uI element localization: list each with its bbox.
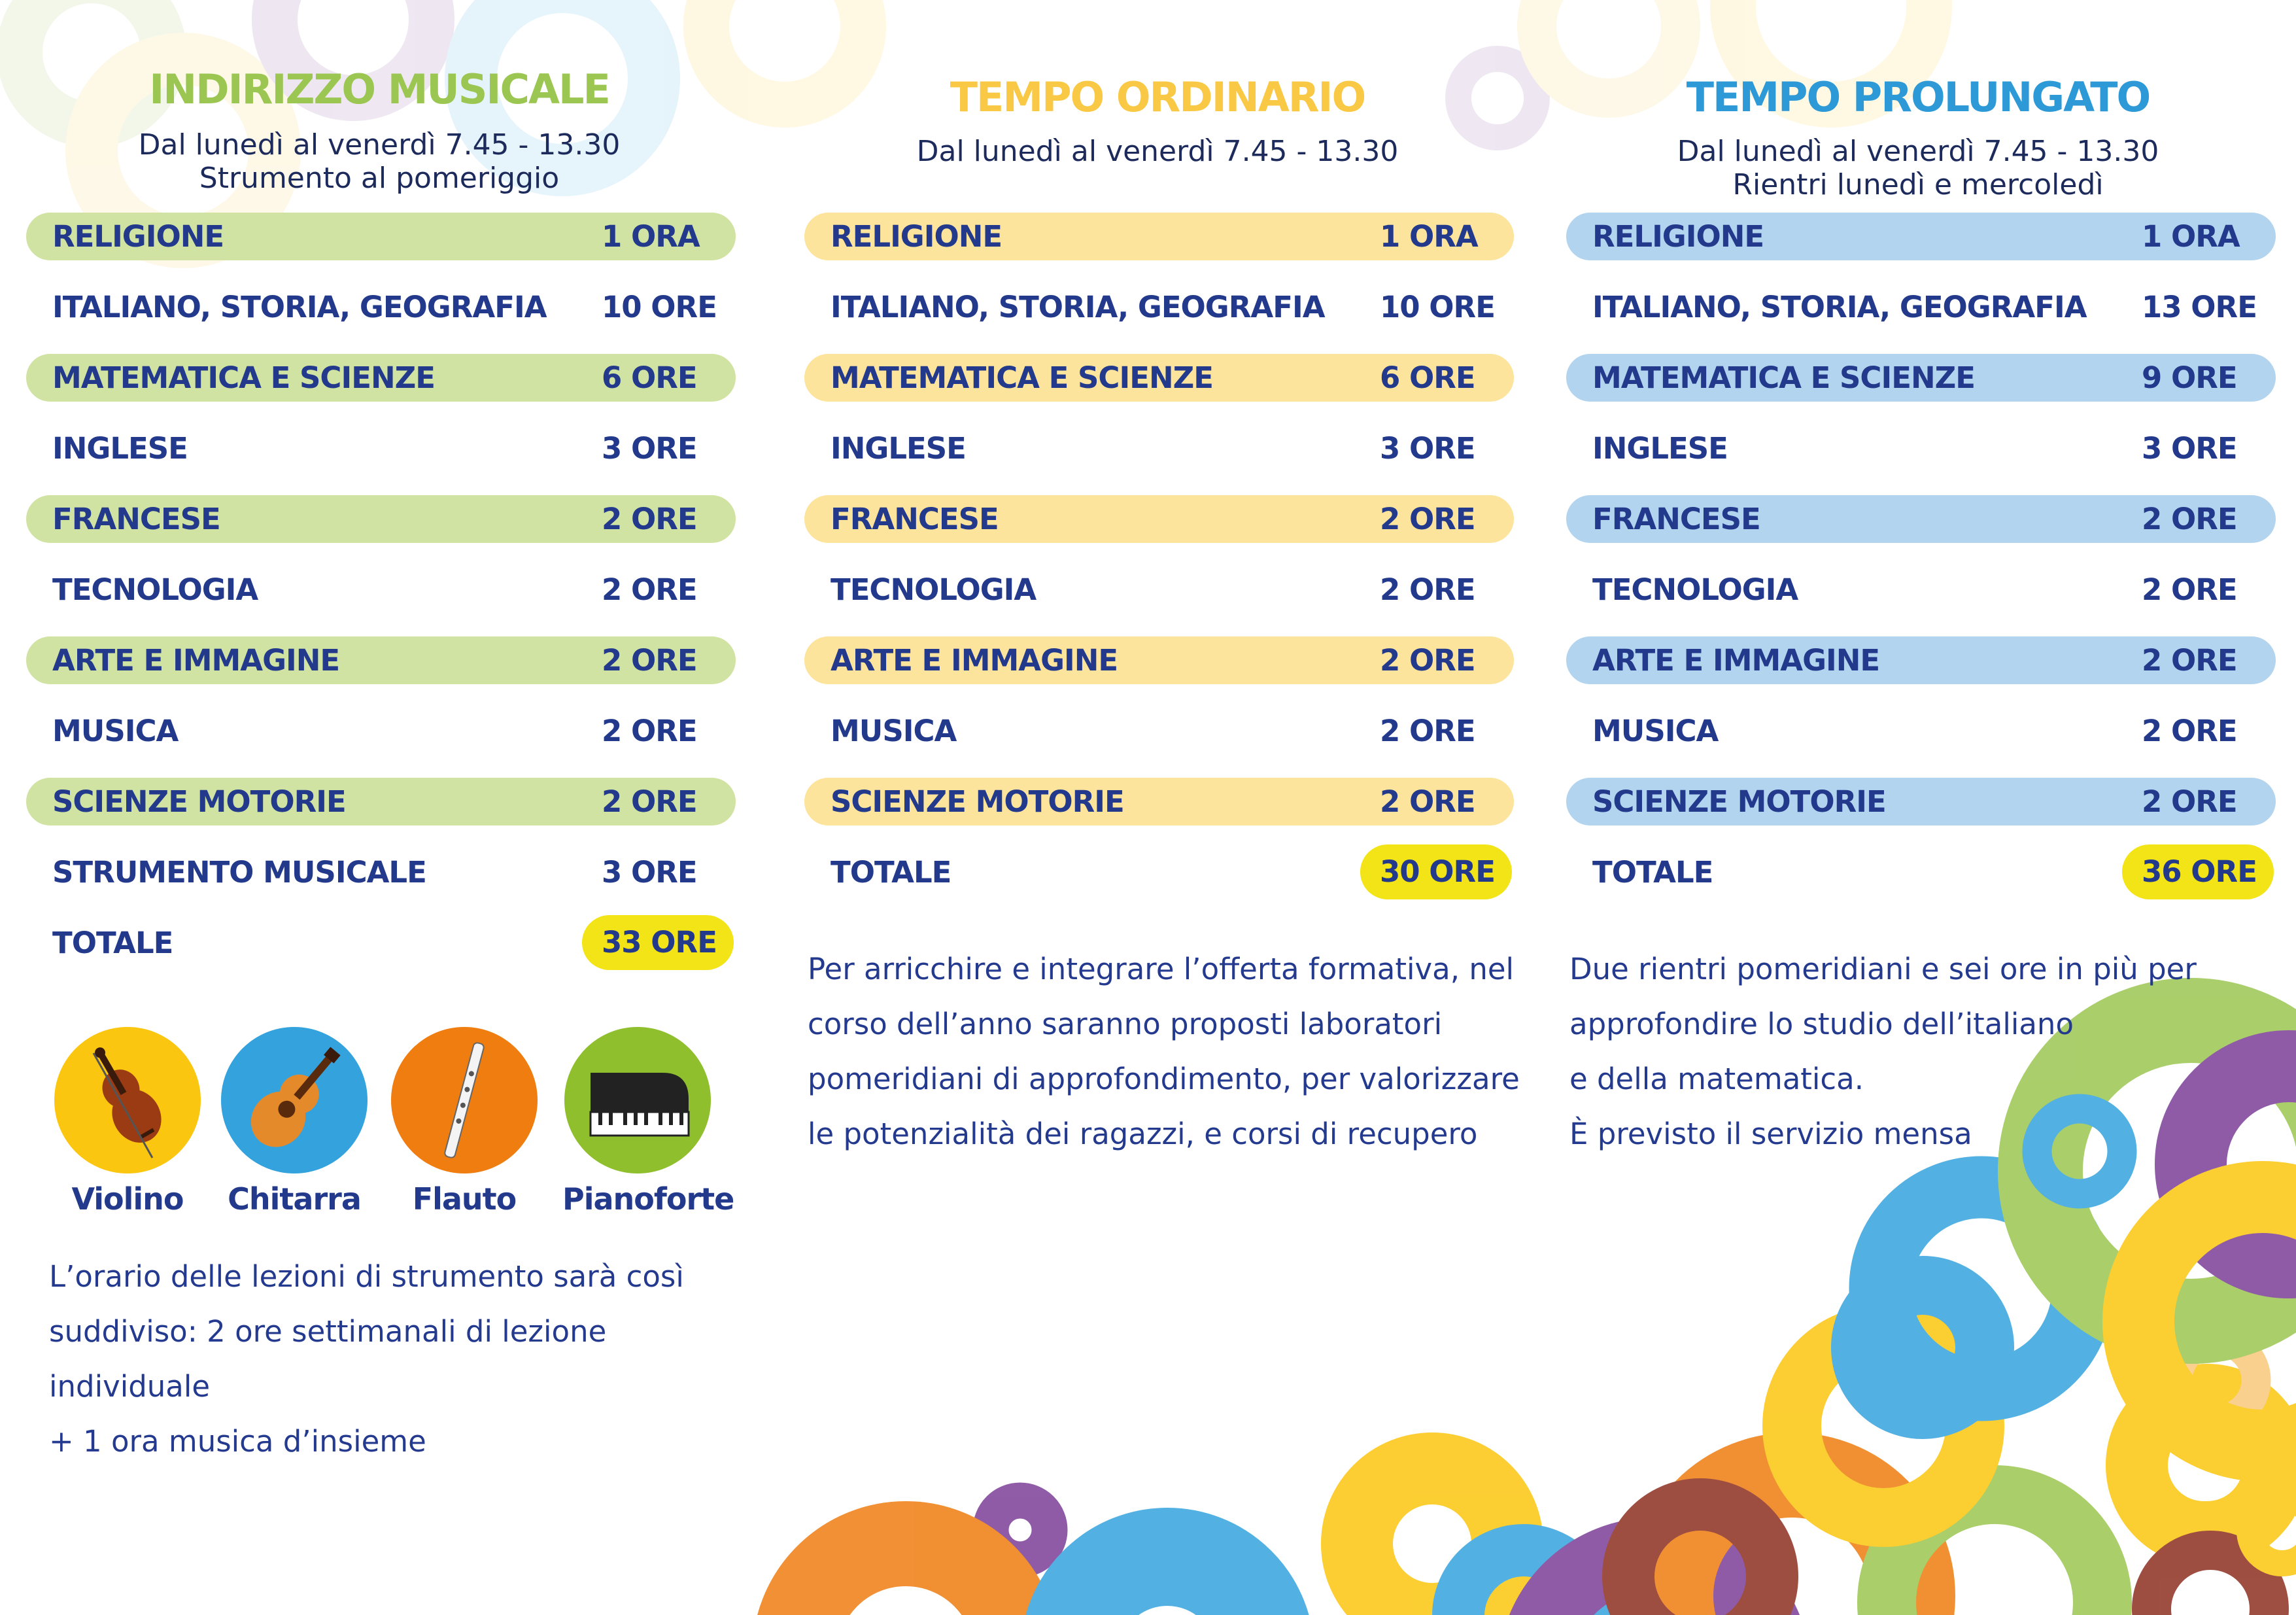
table-row bbox=[804, 778, 1514, 825]
subject-name: FRANCESE bbox=[831, 502, 999, 536]
table-row bbox=[804, 707, 1514, 755]
subject-hours: 2 ORE bbox=[2142, 714, 2237, 748]
subject-name: ITALIANO, STORIA, GEOGRAFIA bbox=[1592, 290, 2087, 324]
column-schedule bbox=[1540, 135, 2296, 201]
instrument-label: Violino bbox=[71, 1181, 184, 1217]
guitar-icon bbox=[221, 1027, 368, 1173]
table-row bbox=[804, 495, 1514, 543]
subject-hours: 2 ORE bbox=[1380, 643, 1475, 678]
instrument-flauto bbox=[389, 1027, 540, 1217]
subject-hours: 2 ORE bbox=[2142, 572, 2237, 607]
subject-hours: 2 ORE bbox=[2142, 502, 2237, 536]
subject-name: ARTE E IMMAGINE bbox=[52, 643, 340, 678]
piano-icon bbox=[564, 1027, 711, 1173]
subject-name: MUSICA bbox=[831, 714, 957, 748]
note-line: Due rientri pomeridiani e sei ore in più per bbox=[1569, 952, 2197, 986]
subject-name: MATEMATICA E SCIENZE bbox=[831, 360, 1213, 395]
subject-hours: 1 ORA bbox=[1380, 219, 1478, 254]
subject-name: TECNOLOGIA bbox=[1592, 572, 1798, 607]
note-line: e della matematica. bbox=[1569, 1062, 1864, 1096]
instrument-label: Chitarra bbox=[228, 1181, 361, 1217]
subject-name: RELIGIONE bbox=[52, 219, 224, 254]
total-hours: 36 ORE bbox=[2142, 854, 2257, 889]
prolungato-description bbox=[1569, 942, 2197, 1162]
subject-name: INGLESE bbox=[1592, 431, 1728, 466]
subject-name: FRANCESE bbox=[52, 502, 220, 536]
subject-hours: 2 ORE bbox=[602, 572, 697, 607]
subject-hours: 3 ORE bbox=[1380, 431, 1475, 466]
subject-name: INGLESE bbox=[52, 431, 188, 466]
column-title: TEMPO PROLUNGATO bbox=[1686, 73, 2150, 121]
note-line: approfondire lo studio dell’italiano bbox=[1569, 1007, 2074, 1041]
violin-icon bbox=[54, 1027, 201, 1173]
subject-hours: 3 ORE bbox=[2142, 431, 2237, 466]
note-line: È previsto il servizio mensa bbox=[1569, 1117, 1972, 1151]
subject-hours: 1 ORA bbox=[2142, 219, 2240, 254]
schedule-line: Strumento al pomeriggio bbox=[199, 162, 560, 195]
subject-name: TECNOLOGIA bbox=[831, 572, 1037, 607]
subject-hours: 2 ORE bbox=[602, 502, 697, 536]
table-row bbox=[26, 354, 736, 402]
column-schedule bbox=[0, 128, 759, 195]
total-hours: 30 ORE bbox=[1380, 854, 1495, 889]
subject-hours: 2 ORE bbox=[1380, 784, 1475, 819]
table-row bbox=[26, 283, 736, 331]
total-row bbox=[804, 848, 1514, 896]
table-row bbox=[1566, 636, 2276, 684]
subject-name: MUSICA bbox=[1592, 714, 1719, 748]
subject-hours: 2 ORE bbox=[602, 643, 697, 678]
subject-hours: 1 ORA bbox=[602, 219, 700, 254]
subject-name: MATEMATICA E SCIENZE bbox=[52, 360, 435, 395]
table-row bbox=[26, 636, 736, 684]
table-row bbox=[1566, 213, 2276, 260]
table-row bbox=[26, 566, 736, 614]
subject-hours: 10 ORE bbox=[602, 290, 717, 324]
column-title: INDIRIZZO MUSICALE bbox=[149, 65, 609, 113]
table-row bbox=[804, 283, 1514, 331]
schedule-line: Dal lunedì al venerdì 7.45 - 13.30 bbox=[1677, 135, 2159, 168]
note-line: le potenzialità dei ragazzi, e corsi di recupero bbox=[808, 1117, 1478, 1151]
subject-name: SCIENZE MOTORIE bbox=[1592, 784, 1886, 819]
subject-name: ITALIANO, STORIA, GEOGRAFIA bbox=[52, 290, 547, 324]
note-line: pomeridiani di approfondimento, per valorizzare bbox=[808, 1062, 1520, 1096]
subject-name: SCIENZE MOTORIE bbox=[52, 784, 346, 819]
note-line: Per arricchire e integrare l’offerta formativa, nel bbox=[808, 952, 1515, 986]
subject-name: SCIENZE MOTORIE bbox=[831, 784, 1124, 819]
schedule-line: Dal lunedì al venerdì 7.45 - 13.30 bbox=[916, 135, 1399, 168]
instrument-schedule-note bbox=[49, 1249, 759, 1469]
total-badge bbox=[2122, 844, 2274, 899]
total-label: TOTALE bbox=[52, 926, 173, 960]
note-line: corso dell’anno saranno proposti laboratori bbox=[808, 1007, 1443, 1041]
flute-icon bbox=[391, 1027, 538, 1173]
subject-name: TECNOLOGIA bbox=[52, 572, 258, 607]
instrument-label: Pianoforte bbox=[562, 1181, 734, 1217]
instrument-pianoforte bbox=[562, 1027, 734, 1217]
subject-name: INGLESE bbox=[831, 431, 966, 466]
schedule-line: Dal lunedì al venerdì 7.45 - 13.30 bbox=[138, 128, 621, 162]
column-schedule bbox=[778, 135, 1537, 168]
column-title: TEMPO ORDINARIO bbox=[950, 73, 1365, 121]
subject-hours: 6 ORE bbox=[1380, 360, 1475, 395]
subject-name: ARTE E IMMAGINE bbox=[831, 643, 1118, 678]
table-row bbox=[1566, 707, 2276, 755]
instrument-chitarra bbox=[219, 1027, 369, 1217]
table-row bbox=[1566, 566, 2276, 614]
subject-hours: 2 ORE bbox=[602, 714, 697, 748]
table-row bbox=[26, 425, 736, 472]
total-label: TOTALE bbox=[831, 855, 951, 890]
table-row bbox=[26, 778, 736, 825]
subject-name: MATEMATICA E SCIENZE bbox=[1592, 360, 1975, 395]
table-row bbox=[804, 213, 1514, 260]
subject-hours: 2 ORE bbox=[1380, 714, 1475, 748]
table-row bbox=[804, 566, 1514, 614]
table-row bbox=[1566, 495, 2276, 543]
total-badge bbox=[582, 915, 734, 970]
subject-hours: 3 ORE bbox=[602, 855, 697, 890]
table-row bbox=[26, 213, 736, 260]
subject-hours: 2 ORE bbox=[2142, 784, 2237, 819]
table-row bbox=[1566, 354, 2276, 402]
subject-hours: 9 ORE bbox=[2142, 360, 2237, 395]
table-row bbox=[26, 848, 736, 896]
total-badge bbox=[1360, 844, 1512, 899]
table-row bbox=[1566, 283, 2276, 331]
subject-name: ARTE E IMMAGINE bbox=[1592, 643, 1880, 678]
total-label: TOTALE bbox=[1592, 855, 1713, 890]
schedule-line: Rientri lunedì e mercoledì bbox=[1732, 168, 2104, 201]
table-row bbox=[26, 495, 736, 543]
table-row bbox=[26, 707, 736, 755]
subject-hours: 3 ORE bbox=[602, 431, 697, 466]
table-row bbox=[804, 636, 1514, 684]
subject-name: MUSICA bbox=[52, 714, 179, 748]
subject-hours: 2 ORE bbox=[602, 784, 697, 819]
subject-name: STRUMENTO MUSICALE bbox=[52, 855, 426, 890]
total-hours: 33 ORE bbox=[602, 925, 717, 960]
subject-hours: 2 ORE bbox=[2142, 643, 2237, 678]
subject-hours: 2 ORE bbox=[1380, 502, 1475, 536]
subject-name: ITALIANO, STORIA, GEOGRAFIA bbox=[831, 290, 1325, 324]
subject-hours: 13 ORE bbox=[2142, 290, 2257, 324]
subject-name: RELIGIONE bbox=[831, 219, 1002, 254]
note-line: + 1 ora musica d’insieme bbox=[49, 1424, 426, 1459]
table-row bbox=[1566, 778, 2276, 825]
subject-hours: 2 ORE bbox=[1380, 572, 1475, 607]
offer-description bbox=[808, 942, 1520, 1162]
subject-name: FRANCESE bbox=[1592, 502, 1760, 536]
subject-hours: 6 ORE bbox=[602, 360, 697, 395]
table-row bbox=[804, 354, 1514, 402]
total-row bbox=[26, 919, 736, 967]
subject-hours: 10 ORE bbox=[1380, 290, 1495, 324]
instrument-violino bbox=[52, 1027, 203, 1217]
table-row bbox=[804, 425, 1514, 472]
total-row bbox=[1566, 848, 2276, 896]
subject-name: RELIGIONE bbox=[1592, 219, 1764, 254]
instrument-label: Flauto bbox=[412, 1181, 517, 1217]
note-line: suddiviso: 2 ore settimanali di lezione individuale bbox=[49, 1314, 607, 1404]
note-line: L’orario delle lezioni di strumento sarà così bbox=[49, 1259, 684, 1294]
table-row bbox=[1566, 425, 2276, 472]
